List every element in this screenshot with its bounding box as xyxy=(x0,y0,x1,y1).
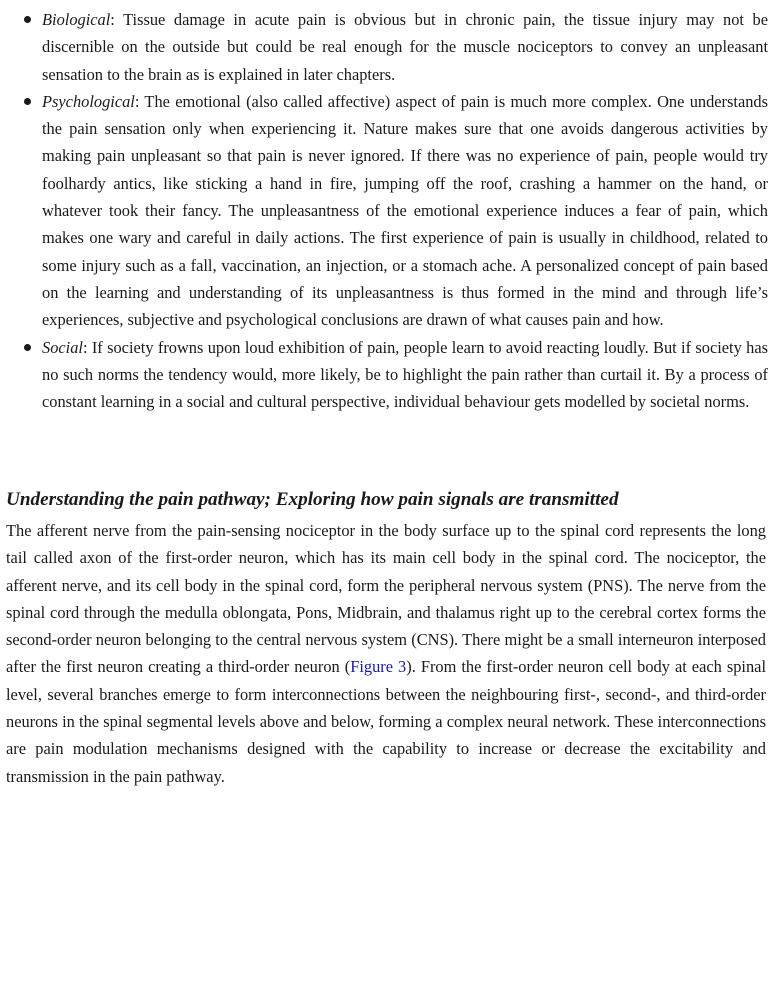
paragraph-text-before-link: The afferent nerve from the pain-sensing nociceptor in the body surface up to the spinal cord represents the long tail called axon of the first-order neuron, which has its main cell body in the spinal cord. The nociceptor, the afferent nerve, and its cell body in the spinal cord, form the peripheral nervous system (PNS). The nerve from the spinal cord through the medulla oblongata, Pons, Midbrain, and thalamus right up to the cerebral cortex forms the second-order neuron belonging to the central nervous system (CNS). There might be a small interneuron interposed after the first neuron creating a third-order neuron ( xyxy=(6,521,766,677)
pain-aspects-list xyxy=(0,6,768,415)
term-social: Social xyxy=(42,337,83,357)
body-paragraph xyxy=(6,517,766,790)
term-biological: Biological xyxy=(42,10,111,29)
list-item-social xyxy=(0,334,768,416)
text-social: : If society frowns upon loud exhibition of pain, people learn to avoid reacting loudly. But if society has no such norms the tendency would, more likely, be to highlight the pain rather than curtail it. By a process of constant learning in a social and cultural perspective, individual behaviour gets modelled by societal norms. xyxy=(42,337,768,412)
figure-3-link[interactable]: Figure 3 xyxy=(350,657,407,677)
paragraph-text-after-link: ). From the first-order neuron cell body at each spinal level, several branches emerge to form interconnections between the neighbouring first-, second-, and third-order neurons in the spinal segmental levels above and below, forming a complex neural network. These interconnections are pain modulation mechanisms designed with the capability to increase or decrease the excitability and transmission in the pain pathway. xyxy=(6,657,766,786)
text-psychological: : The emotional (also called affective) aspect of pain is much more complex. One understands the pain sensation only when experiencing it. Nature makes sure that one avoids dangerous activities by making pain unpleasant so that pain is never ignored. If there was no experience of pain, people would try foolhardy antics, like sticking a hand in fire, jumping off the roof, crashing a hammer on the hand, or whatever took their fancy. The unpleasantness of the emotional experience induces a fear of pain, which makes one wary and careful in daily actions. The first experience of pain is usually in childhood, related to some injury such as a fall, vaccination, an injection, or a stomach ache. A personalized concept of pain based on the learning and understanding of its unpleasantness is thus formed in the mind and through life’s experiences, subjective and psychological conclusions are drawn of what causes pain and how. xyxy=(42,91,768,330)
text-biological: : Tissue damage in acute pain is obvious but in chronic pain, the tissue injury may not be discernible on the outside but could be real enough for the muscle nociceptors to convey an unpleasant sensation to the brain as is explained in later chapters. xyxy=(42,10,768,84)
term-psychological: Psychological xyxy=(42,91,135,111)
section-heading: Understanding the pain pathway; Exploring how pain signals are transmitted xyxy=(6,489,619,510)
list-item-biological xyxy=(0,6,768,88)
list-item-psychological xyxy=(0,88,768,334)
